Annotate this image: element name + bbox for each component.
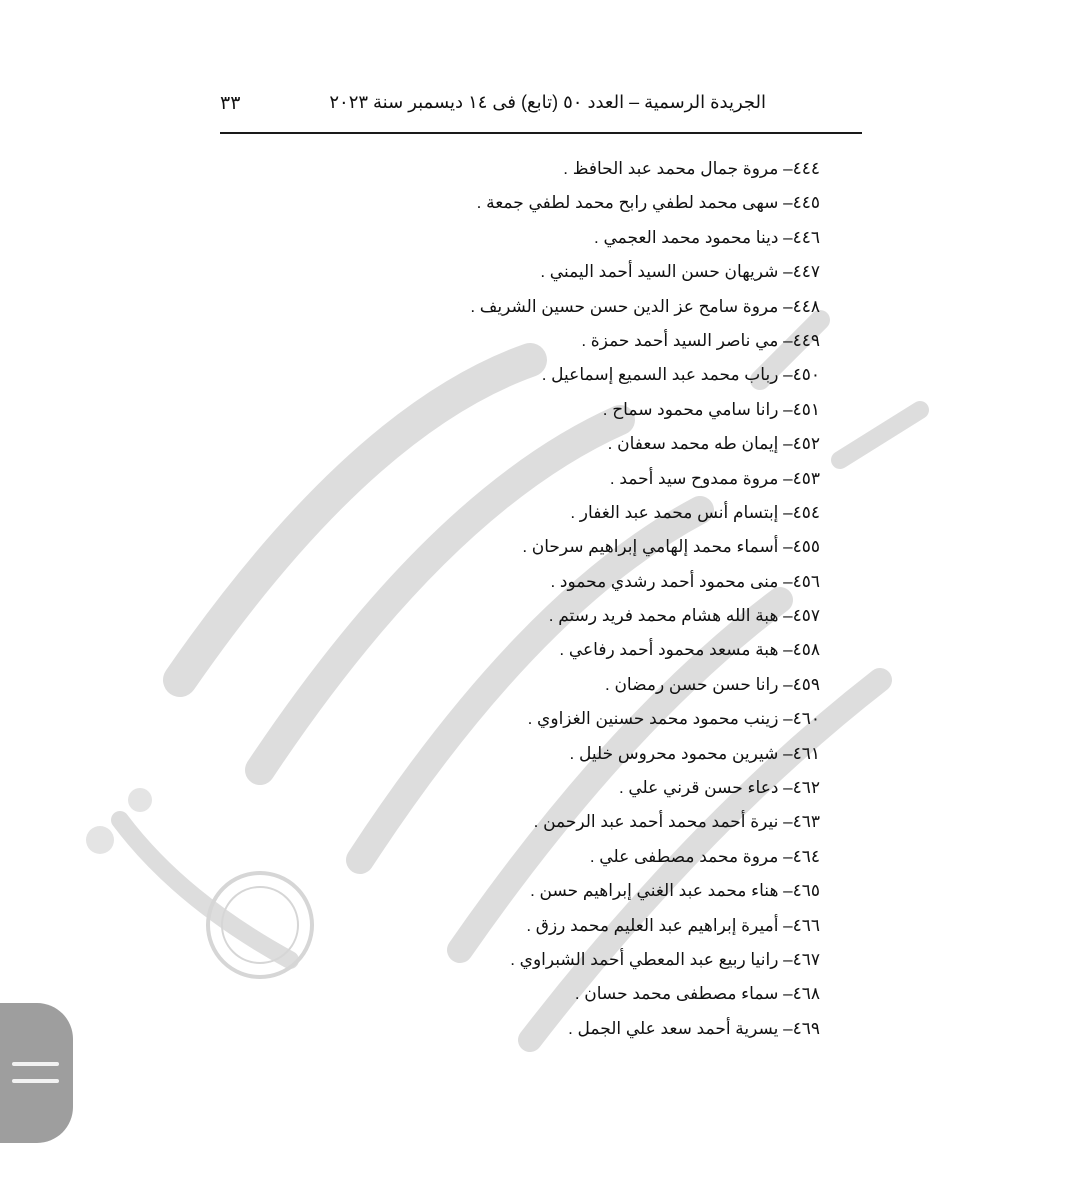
list-item: ٤٦٤– مروة محمد مصطفى علي . [589, 846, 820, 866]
header-divider [220, 132, 862, 134]
list-item: ٤٥٤– إبتسام أنس محمد عبد الغفار . [570, 502, 820, 522]
list-item: ٤٤٨– مروة سامح عز الدين حسن حسين الشريف . [470, 296, 820, 316]
list-item: ٤٤٩– مي ناصر السيد أحمد حمزة . [581, 330, 820, 350]
list-item: ٤٥٥– أسماء محمد إلهامي إبراهيم سرحان . [522, 537, 820, 557]
list-item: ٤٥٩– رانا حسن حسن رمضان . [605, 674, 820, 694]
list-item: ٤٦٠– زينب محمود محمد حسنين الغزاوي . [527, 709, 820, 729]
list-item: ٤٤٦– دينا محمود محمد العجمي . [594, 227, 820, 247]
list-item: ٤٦٦– أميرة إبراهيم عبد العليم محمد رزق . [526, 915, 820, 935]
list-item: ٤٥٠– رباب محمد عبد السميع إسماعيل . [541, 365, 820, 385]
list-item: ٤٦١– شيرين محمود محروس خليل . [569, 743, 820, 763]
hamburger-menu-icon [12, 1062, 59, 1066]
list-item: ٤٤٤– مروة جمال محمد عبد الحافظ . [563, 159, 820, 178]
list-item: ٤٦٧– رانيا ربيع عبد المعطي أحمد الشبراوي . [510, 949, 820, 969]
list-item: ٤٥٦– منى محمود أحمد رشدي محمود . [550, 571, 820, 591]
page-number: ٣٣ [220, 93, 241, 114]
list-item: ٤٦٢– دعاء حسن قرني علي . [618, 778, 820, 798]
list-item: ٤٦٣– نيرة أحمد محمد أحمد عبد الرحمن . [533, 812, 820, 832]
list-item: ٤٥٧– هبة الله هشام محمد فريد رستم . [548, 606, 820, 626]
list-item: ٤٦٩– يسرية أحمد سعد علي الجمل . [568, 1018, 820, 1038]
menu-button[interactable] [0, 1003, 73, 1143]
list-item: ٤٥١– رانا سامي محمود سماح . [602, 399, 820, 419]
list-item: ٤٤٧– شريهان حسن السيد أحمد اليمني . [540, 262, 820, 282]
header-title: الجريدة الرسمية – العدد ٥٠ (تابع) فى ١٤ ديسمبر سنة ٢٠٢٣ [329, 92, 766, 112]
list-item: ٤٤٥– سهى محمد لطفي رابح محمد لطفي جمعة . [476, 193, 820, 213]
list-item: ٤٥٨– هبة مسعد محمود أحمد رفاعي . [559, 640, 820, 660]
list-item: ٤٦٨– سماء مصطفى محمد حسان . [574, 984, 820, 1004]
hamburger-menu-icon [12, 1079, 59, 1083]
names-list [470, 152, 820, 1046]
list-item: ٤٥٣– مروة ممدوح سيد أحمد . [609, 468, 820, 488]
list-item: ٤٦٥– هناء محمد عبد الغني إبراهيم حسن . [530, 881, 820, 901]
page-header [220, 88, 862, 118]
list-item: ٤٥٢– إيمان طه محمد سعفان . [607, 434, 820, 454]
